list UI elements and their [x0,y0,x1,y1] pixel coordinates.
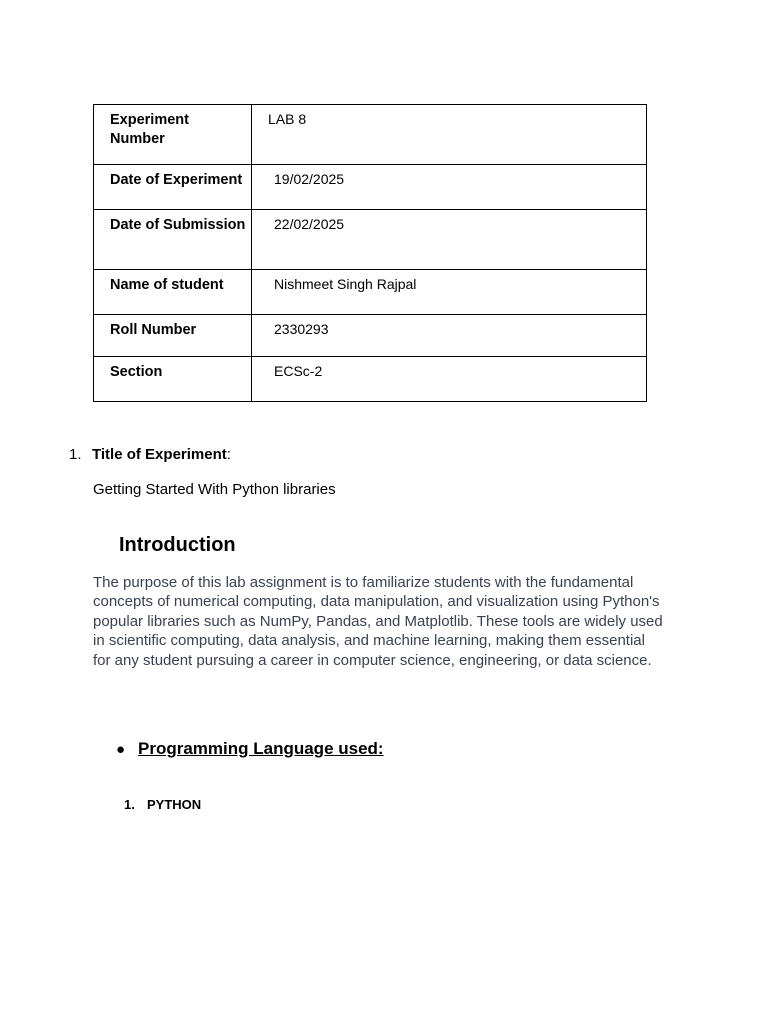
row-label: Date of Experiment [94,165,252,210]
row-label: Section [94,357,252,402]
row-value: Nishmeet Singh Rajpal [252,270,647,315]
title-label: Title of Experiment [92,446,227,463]
experiment-info-table [93,104,647,402]
title-of-experiment-item [69,445,231,464]
introduction-heading: Introduction [119,534,236,556]
table-row [94,270,647,315]
introduction-paragraph: The purpose of this lab assignment is to familiarize students with the fundamental concepts of numerical computing, data manipulation, and visualization using Python's popular libraries such as NumPy, Pandas, and Matplotlib. These tools are widely used in scientific computing, data analysis, and machine learning, making them essential for any student pursuing a career in computer science, engineering, or data science. [93,574,663,669]
row-value: LAB 8 [252,105,647,165]
row-label: Experiment Number [94,105,252,165]
row-label: Roll Number [94,315,252,357]
table-row [94,315,647,357]
language-name: PYTHON [147,797,202,812]
row-value: 19/02/2025 [252,165,647,210]
table-row [94,357,647,402]
list-number: 1. [124,797,135,812]
table-row [94,105,647,165]
programming-language-label: Programming Language used: [138,739,384,758]
title-colon: : [226,446,231,463]
row-value: 2330293 [252,315,647,357]
row-label: Name of student [94,270,252,315]
table-row [94,165,647,210]
list-number: 1. [69,446,82,463]
programming-language-heading [116,738,384,761]
row-value: 22/02/2025 [252,210,647,270]
table-row [94,210,647,270]
list-item [124,796,201,813]
bullet-icon: ● [116,741,126,758]
row-label: Date of Submission [94,210,252,270]
row-value: ECSc-2 [252,357,647,402]
experiment-title: Getting Started With Python libraries [93,481,336,498]
